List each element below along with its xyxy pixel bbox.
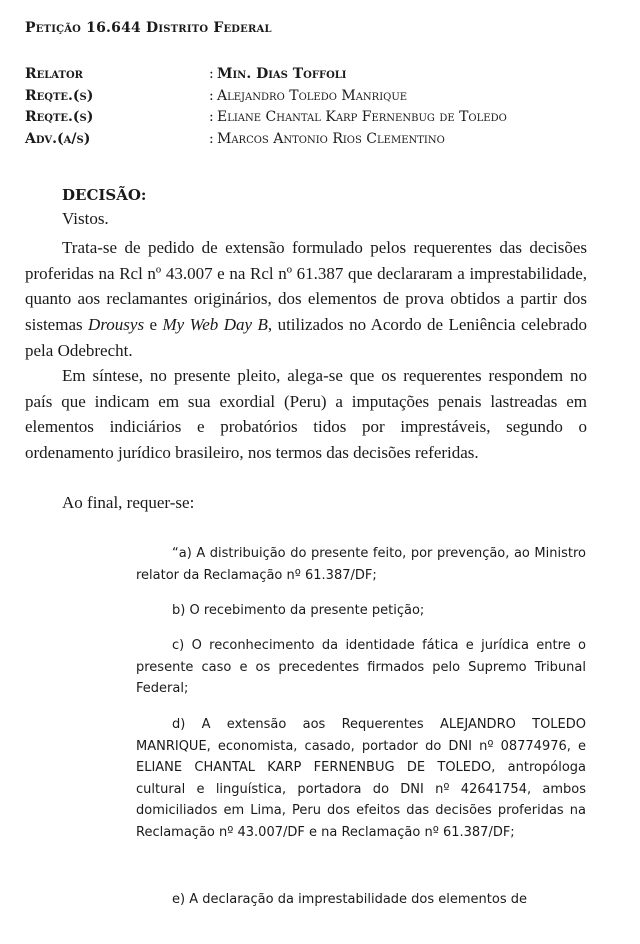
party-label: Reqte.(s) xyxy=(25,87,94,104)
p1-drousys: Drousys xyxy=(88,315,145,335)
decision-paragraph-1 xyxy=(25,235,587,364)
party-colon: : xyxy=(209,87,214,104)
party-label: Reqte.(s) xyxy=(25,109,94,125)
p1-text-a: Trata-se de pedido de extensão formulado pelos requerentes das decisões proferidas na Rcl nº 43.007 e na Rcl nº 61.387 que declararam a imprestabilidade, quanto aos reclamantes originários, dos elementos de prova obtidos a partir dos sistemas xyxy=(25,238,587,335)
party-row-reqte-1 xyxy=(25,88,625,110)
party-row-relator xyxy=(25,66,625,88)
decision-paragraph-2: Em síntese, no presente pleito, alega-se que os requerentes respondem no país que indicam em sua exordial (Peru) a imputações penais lastreadas em elementos indiciários e probatórios tidos por imprestáveis, segundo o ordenamento jurídico brasileiro, nos termos das decisões referidas. xyxy=(25,366,587,463)
request-item-b: b) O recebimento da presente petição; xyxy=(172,603,425,618)
p1-text-e: e xyxy=(144,315,163,335)
decision-vistos: Vistos. xyxy=(62,209,109,228)
party-colon: : xyxy=(209,66,214,82)
p1-mywebday: My Web Day B xyxy=(162,315,268,335)
decision-paragraph-3: Ao final, requer-se: xyxy=(62,493,195,512)
party-colon: : xyxy=(209,130,214,147)
request-item-e: e) A declaração da imprestabilidade dos elementos de xyxy=(172,892,527,907)
decision-title: DECISÃO: xyxy=(62,186,147,204)
party-row-adv xyxy=(25,131,625,153)
party-value: Marcos Antonio Rios Clementino xyxy=(217,130,445,147)
party-label: Adv.(a/s) xyxy=(25,130,91,147)
party-value: Min. Dias Toffoli xyxy=(217,66,347,82)
party-value: Alejandro Toledo Manrique xyxy=(217,87,408,104)
party-row-reqte-2 xyxy=(25,109,625,131)
document-header: Petição 16.644 Distrito Federal xyxy=(25,20,272,36)
party-label: Relator xyxy=(25,66,83,82)
p1-text-b: , utilizados no Acordo de Leniência celebrado pela Odebrecht. xyxy=(25,315,588,360)
parties-block xyxy=(25,66,625,152)
request-item-a: “a) A distribuição do presente feito, por prevenção, ao Ministro relator da Reclamação nº 61.387/DF; xyxy=(136,546,586,583)
party-value: Eliane Chantal Karp Fernenbug de Toledo xyxy=(217,109,507,125)
party-colon: : xyxy=(209,109,214,125)
request-item-d: d) A extensão aos Requerentes ALEJANDRO TOLEDO MANRIQUE, economista, casado, portador do DNI nº 08774976, e ELIANE CHANTAL KARP FERNENBUG DE TOLEDO, antropóloga cultural e linguística, portadora do DNI nº 42641754, ambos domiciliados em Lima, Peru dos efeitos das decisões proferidas na Reclamação nº 43.007/DF e na Reclamação nº 61.387/DF; xyxy=(136,717,586,840)
request-item-c: c) O reconhecimento da identidade fática e jurídica entre o presente caso e os precedentes firmados pelo Supremo Tribunal Federal; xyxy=(136,638,586,696)
